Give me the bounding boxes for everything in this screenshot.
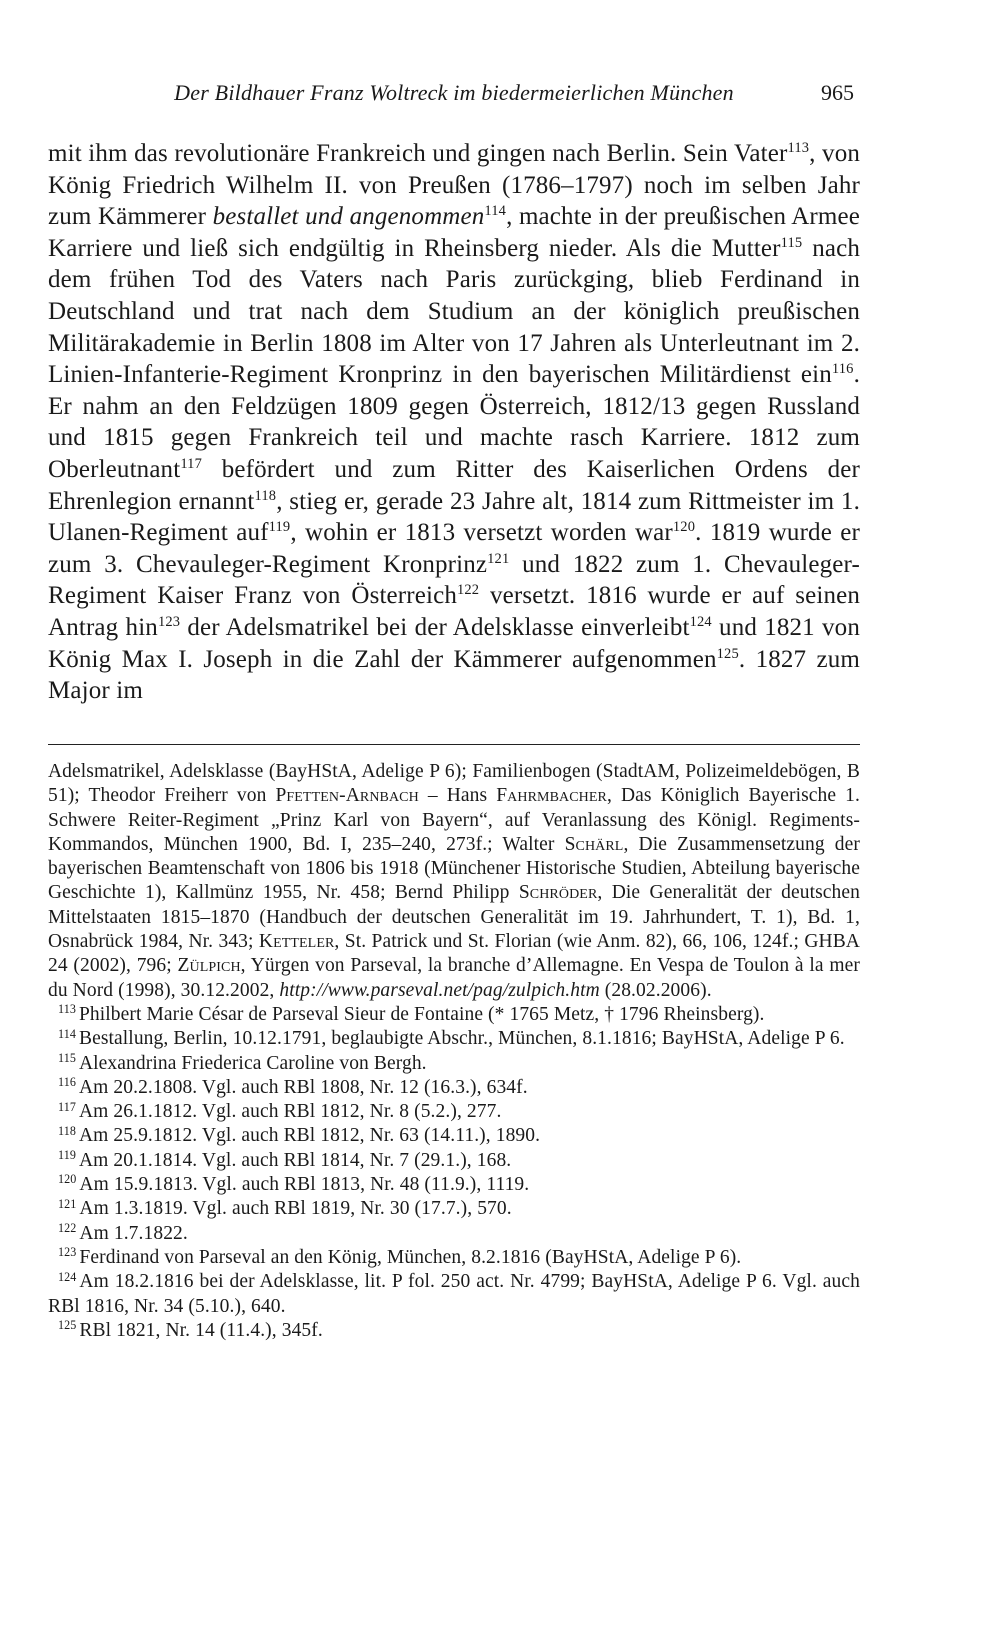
footnote-divider — [48, 744, 860, 745]
footnote-122 — [48, 1222, 860, 1246]
body-paragraph — [48, 138, 860, 707]
footnote-text: Bestallung, Berlin, 10.12.1791, beglaubigte Abschr., München, 8.1.1816; BayHStA, Adelige P 6. — [78, 1028, 845, 1050]
footnote-ref[interactable]: 122 — [456, 582, 480, 599]
footnote-ref[interactable]: 124 — [689, 613, 712, 630]
footnote-number: 122 — [58, 1221, 77, 1235]
footnote-ref[interactable]: 121 — [487, 550, 510, 567]
footnote-text: Am 20.2.1808. Vgl. auch RBl 1808, Nr. 12 (16.3.), 634f. — [78, 1076, 528, 1098]
body-text: , von König Friedrich Wilhelm II. von Preußen (1786–1797) noch im selben Jahr zum Kämmerer — [48, 140, 861, 231]
footnote-124 — [48, 1270, 860, 1319]
footnote-ref[interactable]: 125 — [716, 645, 739, 662]
footnote-ref[interactable]: 118 — [254, 487, 277, 504]
quoted-term: bestallet und angenommen — [212, 203, 485, 231]
footnote-number: 123 — [58, 1245, 77, 1260]
footnote-125 — [48, 1319, 860, 1343]
footnote-list — [48, 1003, 860, 1343]
footnote-text: Adelsmatrikel, Adelsklasse (BayHStA, Adelige P 6); Familienbogen (StadtAM, Polizeimeldebögen, B 51); Theodor Freiherr von — [48, 761, 860, 807]
footnote-113 — [48, 1003, 860, 1027]
body-text: mit ihm das revolutionäre Frankreich und gingen nach Berlin. Sein Vater — [48, 140, 788, 167]
footnote-ref[interactable]: 116 — [831, 361, 854, 378]
body-text: und 1821 von König Max I. Joseph in die Zahl der Kämmerer aufgenommen — [48, 613, 860, 673]
page-number: 965 — [821, 80, 854, 105]
footnote-text: Alexandrina Friederica Caroline von Bergh. — [78, 1052, 427, 1074]
footnote-number: 113 — [58, 1002, 76, 1017]
footnote-text: Am 26.1.1812. Vgl. auch RBl 1812, Nr. 8 (5.2.), 277. — [78, 1101, 502, 1123]
author-name: Zülpich — [177, 955, 241, 977]
footnote-text: Ferdinand von Parseval an den König, München, 8.2.1816 (BayHStA, Adelige P 6). — [79, 1246, 742, 1268]
footnote-number: 121 — [58, 1196, 77, 1211]
body-text: der Adelsmatrikel bei der Adelsklasse einverleibt — [180, 613, 690, 641]
footnote-text: , Die Generalität der deutschen Mittelstaaten 1815–1870 (Handbuch der deutschen Generalität im 19. Jahrhundert, T. 1), Bd. 1, Osnabrück 1984, Nr. 343; — [48, 882, 860, 953]
author-name: Pfetten-Arnbach — [275, 785, 419, 807]
author-name: Schärl — [564, 833, 624, 855]
author-name: Fahrmbacher — [496, 785, 607, 807]
footnote-text: – Hans — [418, 785, 497, 807]
footnote-121 — [48, 1197, 860, 1221]
footnote-text: Am 25.9.1812. Vgl. auch RBl 1812, Nr. 63 (14.11.), 1890. — [78, 1125, 541, 1147]
footnote-text: Am 20.1.1814. Vgl. auch RBl 1814, Nr. 7 (29.1.), 168. — [78, 1149, 512, 1171]
footnote-number: 118 — [58, 1123, 76, 1138]
footnote-text: , St. Patrick und St. Florian (wie Anm. 82), 66, 106, 124f.; GHBA 24 (2002), 796; — [48, 931, 860, 977]
footnote-ref[interactable]: 119 — [268, 519, 291, 536]
footnote-ref[interactable]: 120 — [672, 519, 696, 536]
footnote-123 — [48, 1246, 860, 1270]
footnote-ref[interactable]: 117 — [180, 455, 202, 472]
footnote-119 — [48, 1149, 860, 1173]
footnote-ref[interactable]: 114 — [484, 203, 507, 220]
body-text: und 1822 zum 1. Chevauleger-Regiment Kaiser Franz von Österreich — [48, 550, 860, 610]
web-link[interactable]: http://www.parseval.net/pag/zulpich.htm — [279, 979, 600, 1001]
body-text: . 1827 zum Major im — [48, 645, 861, 705]
body-text: . Er nahm an den Feldzügen 1809 gegen Österreich, 1812/13 gegen Russland und 1815 gegen Frankreich teil und machte rasch Karriere. 1812 zum Oberleutnant — [48, 361, 860, 483]
footnote-text: , Die Zusammensetzung der bayerischen Beamtenschaft von 1806 bis 1918 (Münchener Historische Studien, Abteilung bayerische Geschichte 1), Kallmünz 1955, Nr. 458; Bernd Philipp — [48, 833, 860, 904]
footnote-text: RBl 1821, Nr. 14 (11.4.), 345f. — [79, 1319, 323, 1341]
body-text: , machte in der preußischen Armee Karriere und ließ sich endgültig in Rheinsberg nieder. Als die Mutter — [48, 203, 860, 262]
footnote-number: 125 — [58, 1318, 77, 1333]
footnote-text: Am 1.3.1819. Vgl. auch RBl 1819, Nr. 30 (17.7.), 570. — [79, 1198, 512, 1220]
footnote-115 — [48, 1052, 860, 1076]
footnote-120 — [48, 1173, 860, 1197]
footnote-number: 115 — [58, 1050, 76, 1065]
footnote-text: Am 15.9.1813. Vgl. auch RBl 1813, Nr. 48 (11.9.), 1119. — [79, 1174, 530, 1196]
footnote-number: 120 — [58, 1172, 77, 1187]
footnote-ref[interactable]: 113 — [787, 140, 810, 157]
author-name: Ketteler — [258, 931, 335, 953]
footnote-117 — [48, 1100, 860, 1124]
running-title: Der Bildhauer Franz Woltreck im biedermeierlichen München — [174, 80, 734, 105]
footnote-text: (28.02.2006). — [599, 979, 712, 1001]
footnote-116 — [48, 1076, 860, 1100]
footnote-text: Am 1.7.1822. — [79, 1222, 188, 1244]
body-text: befördert und zum Ritter des Kaiserlichen Ordens der Ehrenlegion ernannt — [48, 455, 860, 515]
body-text: . 1819 wurde er zum 3. Chevauleger-Regiment Kronprinz — [48, 519, 860, 578]
author-name: Schröder — [518, 882, 598, 904]
footnote-continuation — [48, 760, 860, 1003]
footnote-text: , Yürgen von Parseval, la branche d’Allemagne. En Vespa de Toulon à la mer du Nord (1998), 30.12.2002, — [48, 955, 860, 1001]
footnote-number: 114 — [58, 1026, 76, 1041]
body-text: , wohin er 1813 versetzt worden war — [290, 519, 673, 547]
footnote-118 — [48, 1124, 860, 1148]
body-text: , stieg er, gerade 23 Jahre alt, 1814 zum Rittmeister im 1. Ulanen-Regiment auf — [48, 487, 860, 547]
footnote-text: Philbert Marie César de Parseval Sieur de Fontaine (* 1765 Metz, † 1796 Rheinsberg). — [78, 1003, 765, 1025]
footnote-text: , Das Königlich Bayerische 1. Schwere Reiter-Regiment „Prinz Karl von Bayern“, auf Veranlassung des Königl. Regiments-Kommandos, München 1900, Bd. I, 235–240, 273f.; Walter — [48, 785, 860, 855]
footnote-114 — [48, 1027, 860, 1051]
footnote-number: 119 — [58, 1148, 76, 1163]
footnote-ref[interactable]: 123 — [157, 613, 181, 630]
footnotes — [48, 760, 860, 1343]
footnote-text: Am 18.2.1816 bei der Adelsklasse, lit. P fol. 250 act. Nr. 4799; BayHStA, Adelige P 6. Vgl. auch RBl 1816, Nr. 34 (5.10.), 640. — [48, 1271, 860, 1317]
footnote-number: 117 — [58, 1099, 76, 1114]
footnote-number: 124 — [58, 1269, 77, 1284]
footnote-ref[interactable]: 115 — [780, 234, 803, 251]
body-text: versetzt. 1816 wurde er auf seinen Antrag hin — [48, 582, 860, 641]
main-text — [48, 138, 860, 707]
body-text: nach dem frühen Tod des Vaters nach Paris zurückging, blieb Ferdinand in Deutschland und trat nach dem Studium an der königlich preußischen Militärakademie in Berlin 1808 im Alter von 17 Jahren als Unterleutnant im 2. Linien-Infanterie-Regiment Kronprinz in den bayerischen Militärdienst ein — [48, 234, 860, 389]
footnote-number: 116 — [58, 1075, 76, 1090]
